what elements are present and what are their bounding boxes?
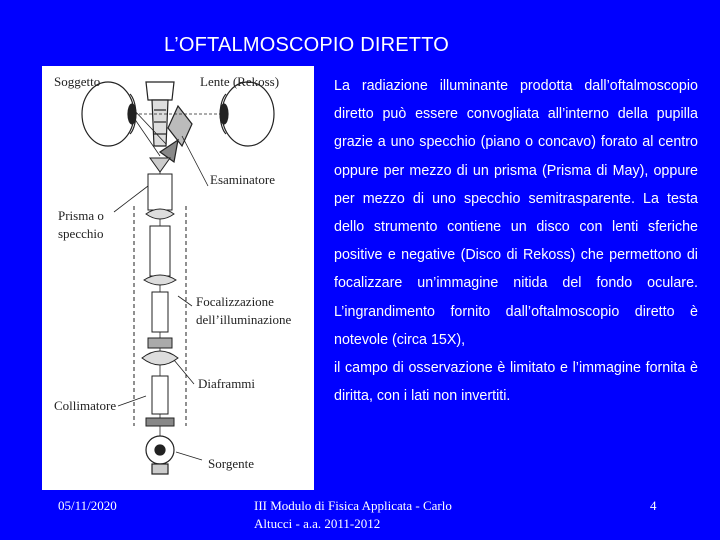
instrument-tube (142, 174, 178, 426)
label-esaminatore: Esaminatore (210, 172, 275, 187)
slide-title: L’OFTALMOSCOPIO DIRETTO (164, 34, 450, 56)
footer-course: III Modulo di Fisica Applicata - Carlo Altucci - a.a. 2011-2012 (254, 498, 452, 531)
body-paragraph: il campo di osservazione è limitato e l’immagine fornita è diritta, con i lati non invertiti. (334, 360, 698, 405)
label-focalizzazione-2: dell’illuminazione (196, 312, 292, 327)
label-focalizzazione-1: Focalizzazione (196, 294, 274, 309)
ophthalmoscope-diagram (42, 66, 314, 490)
slide-body (334, 72, 698, 410)
label-lente: Lente (Rekoss) (200, 74, 280, 89)
label-diaframmi: Diaframmi (198, 376, 256, 391)
label-collimatore: Collimatore (54, 398, 117, 413)
subject-eye-icon (82, 82, 136, 146)
light-source-icon (146, 436, 174, 474)
rekoss-lens-icon (146, 82, 192, 162)
examiner-eye-icon (220, 82, 274, 146)
label-prisma-2: specchio (58, 226, 104, 241)
footer-page-number: 4 (650, 498, 657, 513)
label-prisma-1: Prisma o (58, 208, 104, 223)
prism-icon (150, 158, 170, 172)
diagram-drawing (42, 66, 314, 490)
light-path (134, 110, 224, 466)
label-sorgente: Sorgente (208, 456, 254, 471)
footer-date: 05/11/2020 (58, 498, 117, 513)
label-soggetto: Soggetto (54, 74, 101, 89)
body-paragraph: La radiazione illuminante prodotta dall’oftalmoscopio diretto può essere convogliata all’interno della pupilla grazie a uno specchio (piano o concavo) forato al centro oppure per mezzo di un prisma (Prisma di May), oppure per mezzo di uno specchio semitrasparente. La testa dello strumento contiene un disco con lenti sferiche positive e negative (Disco di Rekoss) che permettono di focalizzare un’immagine nitida del fondo oculare. L’ingrandimento fornito dall’oftalmoscopio diretto è notevole (circa 15X), (334, 78, 698, 348)
